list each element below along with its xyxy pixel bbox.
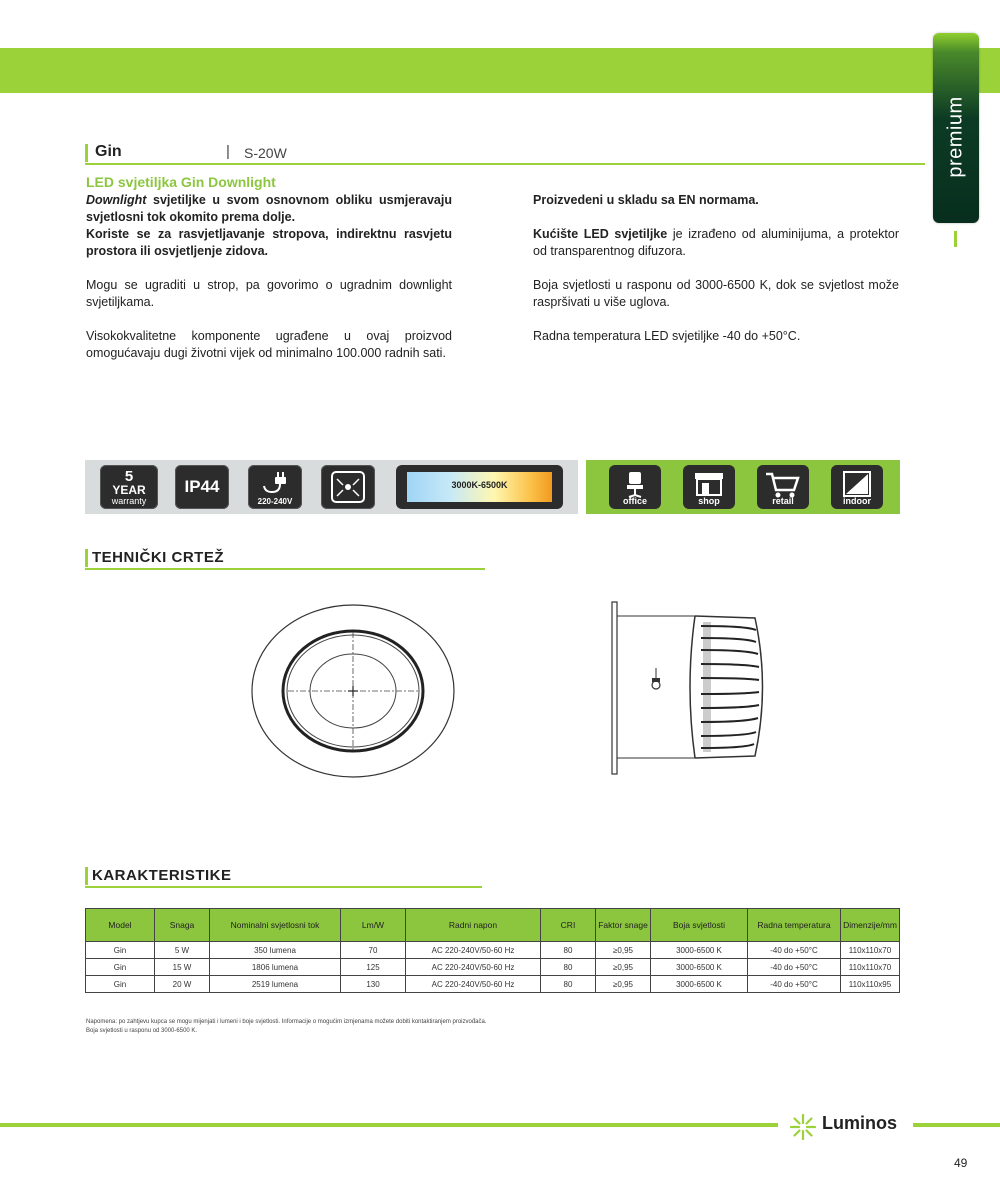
warranty-icon <box>100 465 158 509</box>
col-luminous-flux: Nominalni svjetlosni tok <box>210 909 341 942</box>
cell: 3000-6500 K <box>651 959 748 976</box>
cell: -40 do +50°C <box>748 959 841 976</box>
right-paragraph-1: Proizvedeni u skladu sa EN normama. <box>533 193 759 207</box>
cell: ≥0,95 <box>596 942 651 959</box>
technical-drawing-heading <box>85 548 485 570</box>
right-paragraph-3: Boja svjetlosti u rasponu od 3000-6500 K, dok se svjetlost može raspršivati u više uglova. <box>533 278 899 309</box>
cell: 2519 lumena <box>210 976 341 993</box>
cell: 5 W <box>155 942 210 959</box>
left-paragraph-2: Mogu se ugraditi u strop, pa govorimo o ugradnim downlight svjetiljkama. <box>86 278 452 309</box>
table-note <box>86 1018 786 1036</box>
cell: 80 <box>541 959 596 976</box>
ceiling-mount-icon <box>321 465 375 509</box>
product-name: Gin <box>95 143 122 160</box>
col-cri: CRI <box>541 909 596 942</box>
cell: Gin <box>86 959 155 976</box>
product-subtitle: LED svjetiljka Gin Downlight <box>86 174 276 190</box>
col-power-factor: Faktor snage <box>596 909 651 942</box>
downlight-term: Downlight <box>86 193 147 207</box>
voltage-label: 220-240V <box>257 497 293 506</box>
retail-cart-icon <box>757 465 809 509</box>
col-power: Snaga <box>155 909 210 942</box>
note-line-2: Boja svjetlosti u rasponu od 3000-6500 K. <box>86 1028 198 1034</box>
side-view-drawing <box>605 598 780 778</box>
luminos-star-icon <box>788 1112 818 1142</box>
right-text-column <box>533 192 899 362</box>
product-header <box>85 143 925 165</box>
table-row <box>86 942 900 959</box>
section-mark <box>85 549 88 567</box>
cell: Gin <box>86 976 155 993</box>
top-green-band <box>0 48 1000 93</box>
table-header-row <box>86 909 900 942</box>
cell: 20 W <box>155 976 210 993</box>
ip44-icon: IP44 <box>175 465 229 509</box>
cell: 15 W <box>155 959 210 976</box>
shop-label: shop <box>698 496 720 506</box>
right-p2-rest: je izrađeno od aluminijuma, a protektor od transparentnog difuzora. <box>533 227 899 258</box>
cell: -40 do +50°C <box>748 976 841 993</box>
cell: 3000-6500 K <box>651 942 748 959</box>
table-row <box>86 959 900 976</box>
feature-icon-bar <box>85 460 578 514</box>
cell: 350 lumena <box>210 942 341 959</box>
cell: 1806 lumena <box>210 959 341 976</box>
col-operating-temp: Radna temperatura <box>748 909 841 942</box>
voltage-plug-icon <box>248 465 302 509</box>
right-paragraph-2 <box>533 226 899 260</box>
luminos-logo-text: Luminos <box>822 1113 897 1133</box>
section-mark <box>85 867 88 885</box>
cell: -40 do +50°C <box>748 942 841 959</box>
cell: 130 <box>341 976 406 993</box>
col-voltage: Radni napon <box>406 909 541 942</box>
col-dimensions: Dimenzije/mm <box>841 909 900 942</box>
application-icon-bar <box>586 460 900 514</box>
cell: 125 <box>341 959 406 976</box>
note-line-1: Napomena: po zahtjevu kupca se mogu mijenjati i lumeni i boje svjetlosti. Informacije o mogućim izmjenama možete dobiti kontaktiranjem proizvođača. <box>86 1019 487 1025</box>
col-color-temp: Boja svjetlosti <box>651 909 748 942</box>
housing-term: Kućište LED svjetiljke <box>533 227 668 241</box>
table-row <box>86 976 900 993</box>
retail-label: retail <box>772 496 794 506</box>
left-paragraph-3: Visokokvalitetne komponente ugrađene u ovaj proizvod omogućavaju dugi životni vijek od minimalno 100.000 radnih sati. <box>86 329 452 360</box>
cell: 70 <box>341 942 406 959</box>
cell: 110x110x70 <box>841 959 900 976</box>
warranty-number: 5 <box>124 468 134 485</box>
premium-tab <box>933 33 979 223</box>
cell: 3000-6500 K <box>651 976 748 993</box>
col-lm-w: Lm/W <box>341 909 406 942</box>
header-separator: | <box>226 143 230 160</box>
technical-drawing-title: TEHNIČKI CRTEŽ <box>92 549 224 566</box>
left-p1-rest: svjetiljke u svom osnovnom obliku usmjeravaju svjetlosni tok okomito prema dolje. <box>86 193 452 224</box>
left-paragraph-1 <box>86 192 452 260</box>
warranty-year: YEAR <box>112 483 146 497</box>
header-mark <box>85 144 88 162</box>
specifications-table <box>85 908 900 993</box>
cell: ≥0,95 <box>596 976 651 993</box>
characteristics-title: KARAKTERISTIKE <box>92 867 232 884</box>
cell: 80 <box>541 942 596 959</box>
page-number: 49 <box>954 1156 968 1170</box>
cell: AC 220-240V/50-60 Hz <box>406 942 541 959</box>
indoor-label: indoor <box>843 496 871 506</box>
premium-label: premium <box>944 96 967 178</box>
shop-icon <box>683 465 735 509</box>
indoor-icon <box>831 465 883 509</box>
right-paragraph-4: Radna temperatura LED svjetiljke -40 do +50°C. <box>533 329 801 343</box>
office-label: office <box>622 496 647 506</box>
cell: ≥0,95 <box>596 959 651 976</box>
cell: 110x110x95 <box>841 976 900 993</box>
office-icon <box>609 465 661 509</box>
cell: Gin <box>86 942 155 959</box>
cell: 80 <box>541 976 596 993</box>
characteristics-heading <box>85 866 482 888</box>
cell: AC 220-240V/50-60 Hz <box>406 976 541 993</box>
product-code: S-20W <box>244 145 287 161</box>
color-temperature-label: 3000K-6500K <box>451 480 508 490</box>
cell: AC 220-240V/50-60 Hz <box>406 959 541 976</box>
col-model: Model <box>86 909 155 942</box>
tab-accent-line <box>954 231 957 247</box>
warranty-word: warranty <box>111 496 147 506</box>
left-text-column <box>86 192 452 379</box>
color-temperature-icon <box>396 465 563 509</box>
front-view-drawing <box>248 602 458 780</box>
footer-line-left <box>0 1123 778 1127</box>
cell: 110x110x70 <box>841 942 900 959</box>
left-p1-bold: Koriste se za rasvjetljavanje stropova, indirektnu rasvjetu prostora ili osvjetljenje zidova. <box>86 227 452 258</box>
footer-line-right <box>913 1123 1000 1127</box>
